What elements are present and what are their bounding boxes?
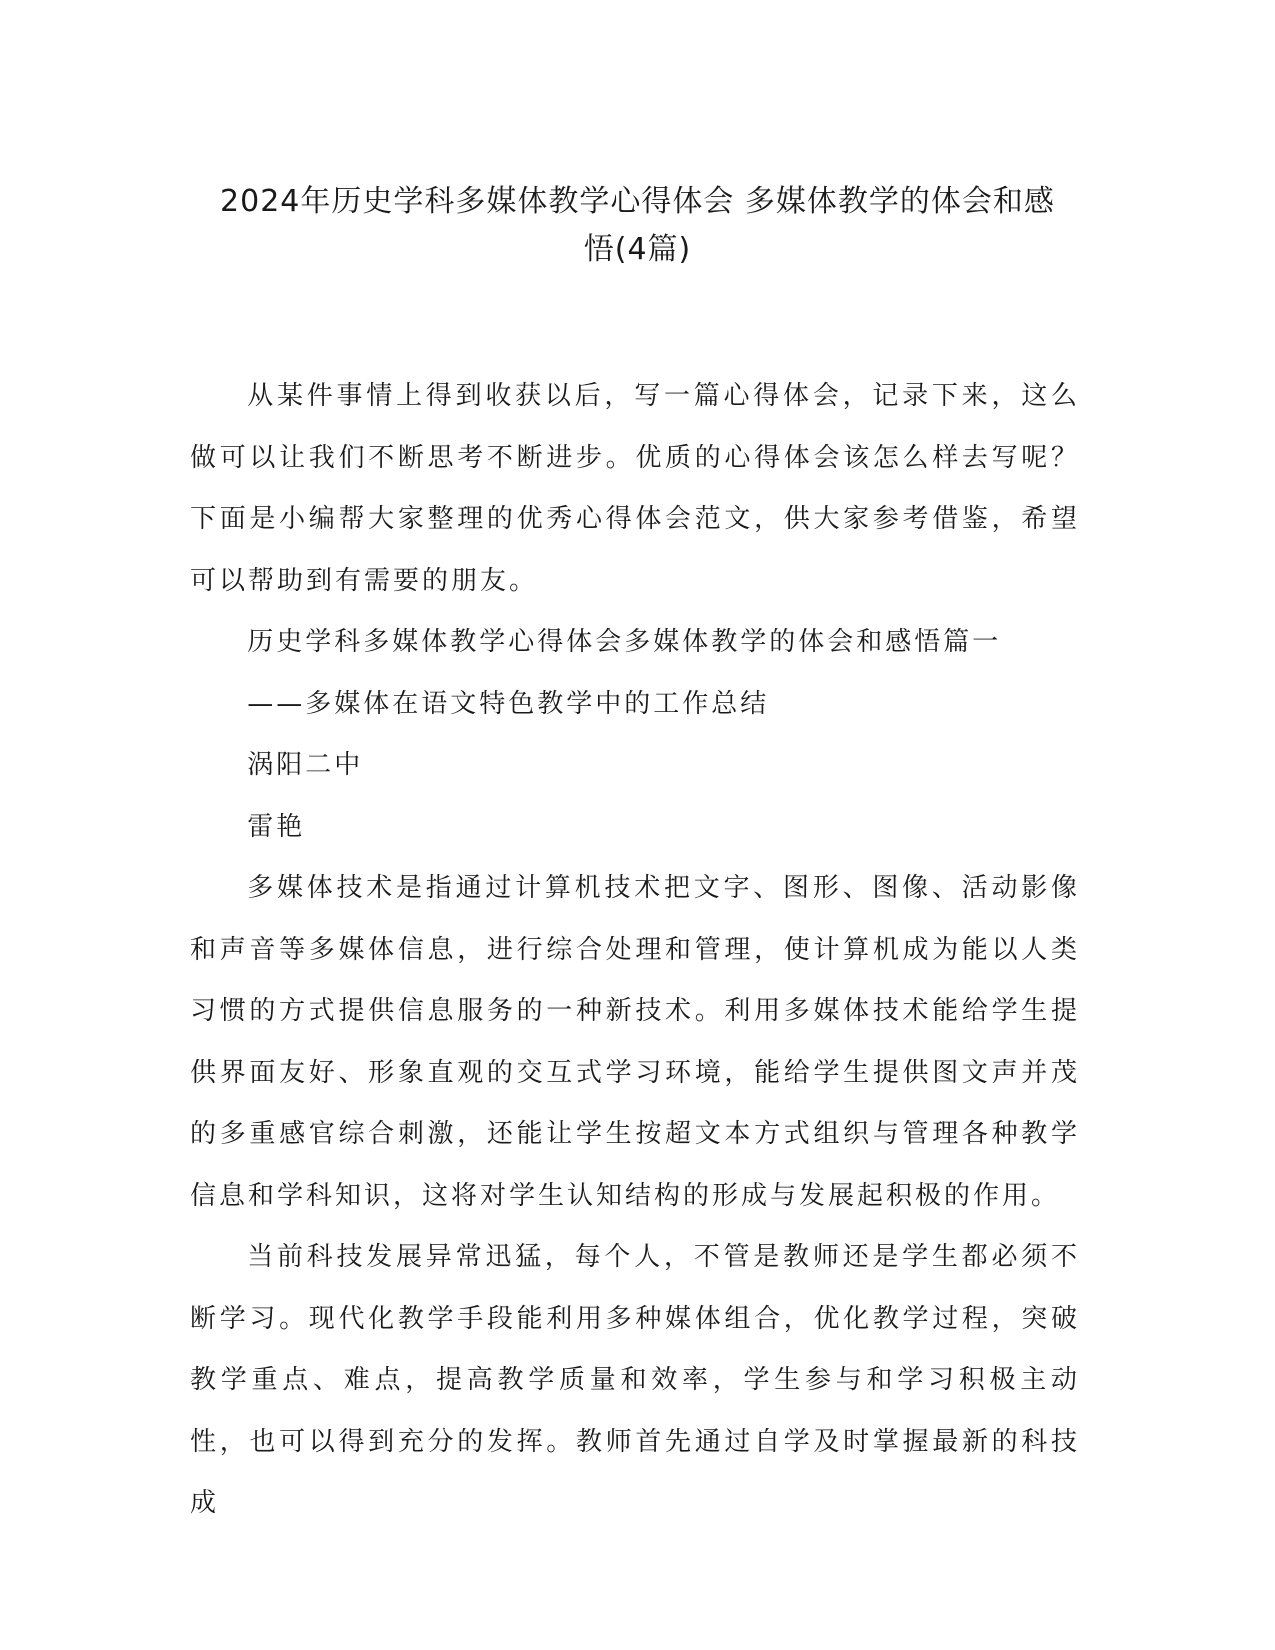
title-line-1: 2024年历史学科多媒体教学心得体会 多媒体教学的体会和感 — [220, 184, 1055, 219]
section-heading: 历史学科多媒体教学心得体会多媒体教学的体会和感悟篇一 — [247, 627, 1002, 657]
author-name: 雷艳 — [247, 811, 306, 842]
intro-paragraph: 从某件事情上得到收获以后，写一篇心得体会，记录下来，这么做可以让我们不断思考不断进步。优质的心得体会该怎么样去写呢？下面是小编帮大家整理的优秀心得体会范文，供大家参考借鉴，希望可以帮助到有需要的朋友。 — [190, 381, 1080, 596]
author-school: 涡阳二中 — [247, 750, 364, 780]
body-paragraph: 多媒体技术是指通过计算机技术把文字、图形、图像、活动影像和声音等多媒体信息，进行综合处理和管理，使计算机成为能以人类习惯的方式提供信息服务的一种新技术。利用多媒体技术能给学生提供界面友好、形象直观的交互式学习环境，能给学生提供图文声并茂的多重感官综合刺激，还能让学生按超文本方式组织与管理各种教学信息和学科知识，这将对学生认知结构的形成与发展起积极的作用。 — [190, 873, 1080, 1211]
body-paragraph: 当前科技发展异常迅猛，每个人，不管是教师还是学生都必须不断学习。现代化教学手段能利用多种媒体组合，优化教学过程，突破教学重点、难点，提高教学质量和效率，学生参与和学习积极主动性，也可以得到充分的发挥。教师首先通过自学及时掌握最新的科技成 — [190, 1242, 1080, 1518]
section-subtitle: ——多媒体在语文特色教学中的工作总结 — [247, 688, 770, 719]
document-body — [190, 366, 1080, 1535]
document-title — [180, 178, 1095, 274]
title-line-2: 悟(4篇) — [583, 232, 692, 267]
